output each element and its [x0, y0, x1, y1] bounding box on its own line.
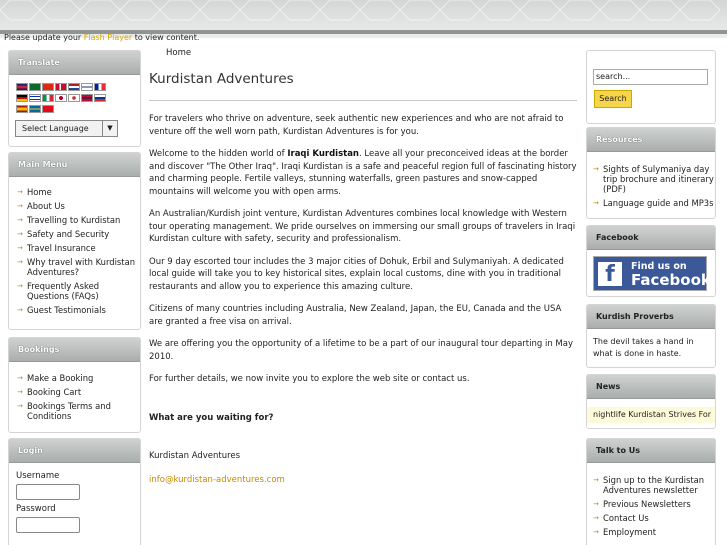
breadcrumb[interactable]: Home	[166, 48, 192, 58]
facebook-badge-line2: Facebook	[631, 271, 711, 289]
visa-paragraph: Citizens of many countries including Australia, New Zealand, Japan, the EU, Canada and the USA are granted a free visa on arrival.	[149, 304, 562, 327]
bookings-title: Bookings	[9, 338, 140, 362]
menu-item-about-us[interactable]: → About Us	[17, 201, 140, 211]
menu-item-booking-terms[interactable]: → Bookings Terms and Conditions	[17, 401, 140, 421]
main-menu-list	[9, 177, 140, 315]
main-menu-title: Main Menu	[9, 153, 140, 177]
proverb-text: The devil takes a hand in what is done in haste.	[593, 337, 694, 358]
details-paragraph: For further details, we now invite you to explore the web site or contact us.	[149, 374, 470, 384]
venture-paragraph: An Australian/Kurdish joint venture, Kurdistan Adventures combines local knowledge with Western tour operating management. We pride ourselves on immersing our small groups of travelers in Iraqi Kurdistan culture with safety, security and professionalism.	[149, 209, 576, 244]
bookings-box	[8, 337, 141, 433]
title-divider	[149, 100, 577, 101]
page-title: Kurdistan Adventures	[149, 71, 294, 87]
flash-notice	[4, 33, 199, 42]
main-content	[149, 48, 577, 485]
resource-item-language[interactable]: → Language guide and MP3s	[593, 198, 715, 208]
intro-paragraph: For travelers who thrive on adventure, seek authentic new experiences and who are not afraid to venture off the well worn path, Kurdistan Adventures is for you.	[149, 114, 564, 137]
username-label: Username	[16, 471, 60, 481]
flag-no-icon[interactable]	[81, 94, 93, 102]
menu-item-faqs[interactable]: → Frequently Asked Questions (FAQs)	[17, 281, 140, 301]
login-title: Login	[9, 439, 140, 463]
flash-player-link[interactable]: Flash Player	[83, 33, 133, 42]
resources-box	[586, 127, 716, 219]
talk-item-contact[interactable]: → Contact Us	[593, 513, 715, 523]
facebook-box	[586, 225, 716, 297]
flag-fi-icon[interactable]	[81, 83, 93, 91]
news-box	[586, 374, 716, 429]
welcome-paragraph	[149, 148, 577, 198]
resources-title: Resources	[587, 128, 715, 152]
search-box	[586, 50, 716, 124]
translate-box	[8, 50, 141, 147]
flag-il-icon[interactable]	[29, 94, 41, 102]
menu-item-travelling[interactable]: → Travelling to Kurdistan	[17, 215, 140, 225]
welcome-text-rest: . Leave all your preconceived ideas at the border and discover "The Other Iraq". Iraqi Kurdistan is a safe and peaceful region full of fascinating history and charming people. Fertile valleys, stunning waterfalls, green pastures and snow-capped mountains will welcome you with open arms.	[149, 149, 577, 197]
bookings-list	[9, 362, 140, 421]
menu-item-make-booking[interactable]: → Make a Booking	[17, 373, 140, 383]
tour-paragraph: Our 9 day escorted tour includes the 3 major cities of Dohuk, Erbil and Sulymaniyah. A dedicated local guide will take you to key historical sites, explain local customs, dine with you in traditional restaurants and allow you to experience this amazing culture.	[149, 256, 564, 292]
flag-gb-icon[interactable]	[16, 83, 28, 91]
flag-list	[9, 75, 119, 116]
proverbs-box	[586, 304, 716, 368]
language-select-value: Select Language	[22, 124, 89, 133]
talk-list	[587, 463, 715, 537]
flag-tr-icon[interactable]	[42, 105, 54, 113]
facebook-badge[interactable]	[593, 256, 711, 291]
resources-list	[587, 152, 715, 208]
menu-item-booking-cart[interactable]: → Booking Cart	[17, 387, 140, 397]
main-menu-box	[8, 152, 141, 330]
username-field[interactable]	[16, 484, 80, 500]
search-button[interactable]: Search	[594, 90, 632, 108]
flash-notice-text: Please update your	[4, 33, 84, 42]
menu-item-why-travel[interactable]: → Why travel with Kurdistan Adventures?	[17, 257, 140, 277]
proverbs-title: Kurdish Proverbs	[587, 305, 715, 329]
flag-kr-icon[interactable]	[68, 94, 80, 102]
facebook-icon: f	[598, 262, 622, 286]
flag-cn-icon[interactable]	[42, 83, 54, 91]
menu-item-safety[interactable]: → Safety and Security	[17, 229, 140, 239]
facebook-title: Facebook	[587, 226, 715, 250]
password-label: Password	[16, 504, 56, 514]
flag-dk-icon[interactable]	[55, 83, 67, 91]
resource-item-brochure[interactable]: → Sights of Sulymaniya day trip brochure and itinerary (PDF)	[593, 164, 715, 194]
search-input[interactable]: search...	[593, 69, 708, 85]
talk-item-employment[interactable]: → Employment	[593, 527, 715, 537]
flag-fr-icon[interactable]	[94, 83, 106, 91]
password-field[interactable]	[16, 517, 80, 533]
menu-item-testimonials[interactable]: → Guest Testimonials	[17, 305, 140, 315]
flag-nl-icon[interactable]	[68, 83, 80, 91]
welcome-bold-text: Iraqi Kurdistan	[287, 149, 359, 159]
facebook-badge-line1: Find us on	[631, 261, 687, 272]
talk-item-newsletter-signup[interactable]: → Sign up to the Kurdistan Adventures newsletter	[593, 475, 715, 495]
flag-ru-icon[interactable]	[94, 94, 106, 102]
language-select[interactable]	[15, 120, 118, 137]
chevron-down-icon[interactable]: ▼	[102, 121, 117, 136]
news-ticker[interactable]: nightlife Kurdistan Strives For	[587, 407, 715, 423]
email-link[interactable]: info@kurdistan-adventures.com	[149, 474, 285, 485]
signature: Kurdistan Adventures	[149, 451, 241, 461]
flag-es-icon[interactable]	[16, 105, 28, 113]
flag-sa-icon[interactable]	[29, 83, 41, 91]
news-title: News	[587, 375, 715, 399]
flash-notice-text-end: to view content.	[132, 33, 200, 42]
flag-se-icon[interactable]	[29, 105, 41, 113]
flag-it-icon[interactable]	[42, 94, 54, 102]
welcome-text: Welcome to the hidden world of	[149, 149, 288, 159]
flag-jp-icon[interactable]	[55, 94, 67, 102]
translate-title: Translate	[9, 51, 140, 75]
talk-box	[586, 438, 716, 545]
login-box	[8, 438, 141, 545]
menu-item-home[interactable]: → Home	[17, 187, 140, 197]
talk-title: Talk to Us	[587, 439, 715, 463]
waiting-question: What are you waiting for?	[149, 412, 274, 423]
talk-item-previous-newsletters[interactable]: → Previous Newsletters	[593, 499, 715, 509]
offer-paragraph: We are offering you the opportunity of a lifetime to be a part of our inaugural tour departing in May 2010.	[149, 339, 573, 362]
flag-de-icon[interactable]	[16, 94, 28, 102]
menu-item-insurance[interactable]: → Travel Insurance	[17, 243, 140, 253]
